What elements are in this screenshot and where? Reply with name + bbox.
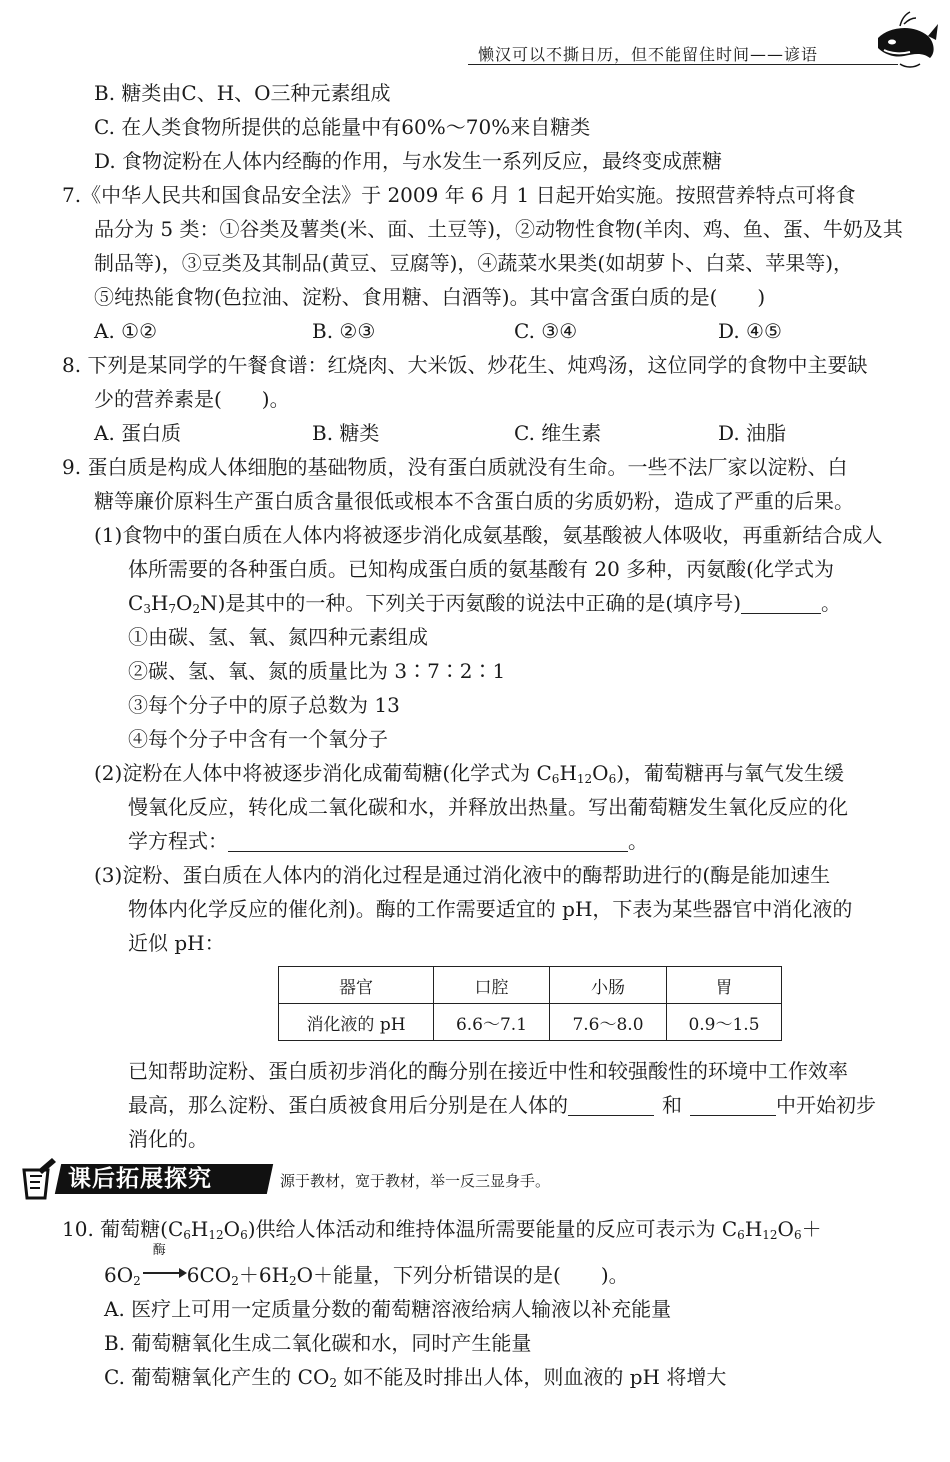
q7-option-c: C. ③④ xyxy=(514,319,578,343)
q9-stem-line2: 糖等廉价原料生产蛋白质含量很低或根本不含蛋白质的劣质奶粉，造成了严重的后果。 xyxy=(94,489,854,513)
answer-blank-starch-organ[interactable] xyxy=(568,1093,654,1116)
banner-title: 课后拓展探究 xyxy=(68,1166,212,1192)
q8-option-b: B. 糖类 xyxy=(312,421,380,445)
catalyst-label: 酶 xyxy=(152,1243,166,1258)
q9-statement-4: ④每个分子中含有一个氧分子 xyxy=(128,727,388,751)
q9-part3-line6: 消化的。 xyxy=(128,1127,208,1151)
reaction-arrow-icon xyxy=(141,1243,187,1282)
ph-table-header-cell: 胃 xyxy=(667,967,782,1004)
q9-stem-line1: 9. 蛋白质是构成人体细胞的基础物质，没有蛋白质就没有生命。一些不法厂家以淀粉、白 xyxy=(62,455,848,479)
ph-table-header-cell: 口腔 xyxy=(434,967,550,1004)
q8-option-c: C. 维生素 xyxy=(514,421,602,445)
answer-blank-protein-organ[interactable] xyxy=(690,1093,776,1116)
q9-part3-line5: 最高，那么淀粉、蛋白质被食用后分别是在人体的 和 中开始初步 xyxy=(128,1093,876,1117)
q10-stem-line2: $6O_2$ 酶 $6CO_2+6H_2O+$能量，下列分析错误的是( )。 xyxy=(104,1243,629,1288)
q9-part3-line3: 近似 pH： xyxy=(128,931,225,955)
q9-part2-line3: 学方程式： 。 xyxy=(128,829,648,853)
ph-table-cell: 7.6～8.0 xyxy=(550,1004,667,1041)
q9-part1-line3: $C_3H_7O_2N$)是其中的一种。下列关于丙氨酸的说法中正确的是(填序号) 。 xyxy=(128,591,842,616)
answer-blank-part1[interactable] xyxy=(741,591,821,614)
ph-table-header-cell: 小肠 xyxy=(550,967,667,1004)
q7-stem-line3: 制品等)，③豆类及其制品(黄豆、豆腐等)，④蔬菜水果类(如胡萝卜、白菜、苹果等)， xyxy=(94,251,854,275)
q9-part3-line2: 物体内化学反应的催化剂)。酶的工作需要适宜的 pH，下表为某些器官中消化液的 xyxy=(128,897,853,921)
q9-part1-line2: 体所需要的各种蛋白质。已知构成蛋白质的氨基酸有 20 多种，丙氨酸(化学式为 xyxy=(128,557,834,581)
q6-option-b: B. 糖类由C、H、O三种元素组成 xyxy=(94,81,391,105)
q7-option-a: A. ①② xyxy=(94,319,158,343)
ph-table-header-row xyxy=(279,967,782,1004)
q9-statement-2: ②碳、氢、氧、氮的质量比为 3∶7∶2∶1 xyxy=(128,659,506,683)
q9-part2-line1: (2)淀粉在人体中将被逐步消化成葡萄糖(化学式为 $C_6H_{12}O_6$)，葡萄糖再与氧气发生缓 xyxy=(94,761,845,786)
q9-part3-line4: 已知帮助淀粉、蛋白质初步消化的酶分别在接近中性和较强酸性的环境中工作效率 xyxy=(128,1059,848,1083)
q8-option-a: A. 蛋白质 xyxy=(94,421,182,445)
q8-stem-line1: 8. 下列是某同学的午餐食谱：红烧肉、大米饭、炒花生、炖鸡汤，这位同学的食物中主要缺 xyxy=(62,353,868,377)
q6-option-c: C. 在人类食物所提供的总能量中有60%～70%来自糖类 xyxy=(94,115,591,139)
whale-logo-icon xyxy=(870,8,940,78)
q7-option-d: D. ④⑤ xyxy=(718,319,782,343)
q10-stem-line1: 10. 葡萄糖$(C_6H_{12}O_6)$供给人体活动和维持体温所需要能量的反应可表示为 $C_6H_{12}O_6+$ xyxy=(62,1217,822,1242)
ph-table-cell: 0.9～1.5 xyxy=(667,1004,782,1041)
q9-part2-line2: 慢氧化反应，转化成二氧化碳和水，并释放出热量。写出葡萄糖发生氧化反应的化 xyxy=(128,795,848,819)
header-rule xyxy=(468,64,898,65)
ph-table-row xyxy=(279,1004,782,1041)
q10-option-c: C. 葡萄糖氧化产生的 $CO_2$ 如不能及时排出人体，则血液的 pH 将增大 xyxy=(104,1365,727,1390)
ph-table-cell: 消化液的 pH xyxy=(279,1004,434,1041)
q9-part1-line1: (1)食物中的蛋白质在人体内将被逐步消化成氨基酸，氨基酸被人体吸收，再重新结合成人 xyxy=(94,523,883,547)
q7-stem-line4: ⑤纯热能食物(色拉油、淀粉、食用糖、白酒等)。其中富含蛋白质的是( ) xyxy=(94,285,766,309)
q9-statement-1: ①由碳、氢、氧、氮四种元素组成 xyxy=(128,625,428,649)
q7-stem-line2: 品分为 5 类：①谷类及薯类(米、面、土豆等)，②动物性食物(羊肉、鸡、鱼、蛋、牛奶及其 xyxy=(94,217,903,241)
alanine-formula: $C_3H_7O_2N$ xyxy=(128,591,218,616)
answer-blank-equation[interactable] xyxy=(228,829,628,852)
q9-statement-3: ③每个分子中的原子总数为 13 xyxy=(128,693,400,717)
q8-option-d: D. 油脂 xyxy=(718,421,787,445)
q7-stem-line1: 7.《中华人民共和国食品安全法》于 2009 年 6 月 1 日起开始实施。按照营养特点可将食 xyxy=(62,183,856,207)
ph-table-header-cell: 器官 xyxy=(279,967,434,1004)
header-motto: 懒汉可以不撕日历，但不能留住时间——谚语 xyxy=(478,45,819,64)
q6-option-d: D. 食物淀粉在人体内经酶的作用，与水发生一系列反应，最终变成蔗糖 xyxy=(94,149,723,173)
ph-table-cell: 6.6～7.1 xyxy=(434,1004,550,1041)
q10-option-a: A. 医疗上可用一定质量分数的葡萄糖溶液给病人输液以补充能量 xyxy=(104,1297,672,1321)
q9-part3-line1: (3)淀粉、蛋白质在人体内的消化过程是通过消化液中的酶帮助进行的(酶是能加速生 xyxy=(94,863,831,887)
banner-subtitle: 源于教材，宽于教材，举一反三显身手。 xyxy=(280,1172,551,1190)
q7-option-b: B. ②③ xyxy=(312,319,376,343)
ph-table xyxy=(278,966,782,1041)
q8-stem-line2: 少的营养素是( )。 xyxy=(94,387,290,411)
q10-option-b: B. 葡萄糖氧化生成二氧化碳和水，同时产生能量 xyxy=(104,1331,532,1355)
